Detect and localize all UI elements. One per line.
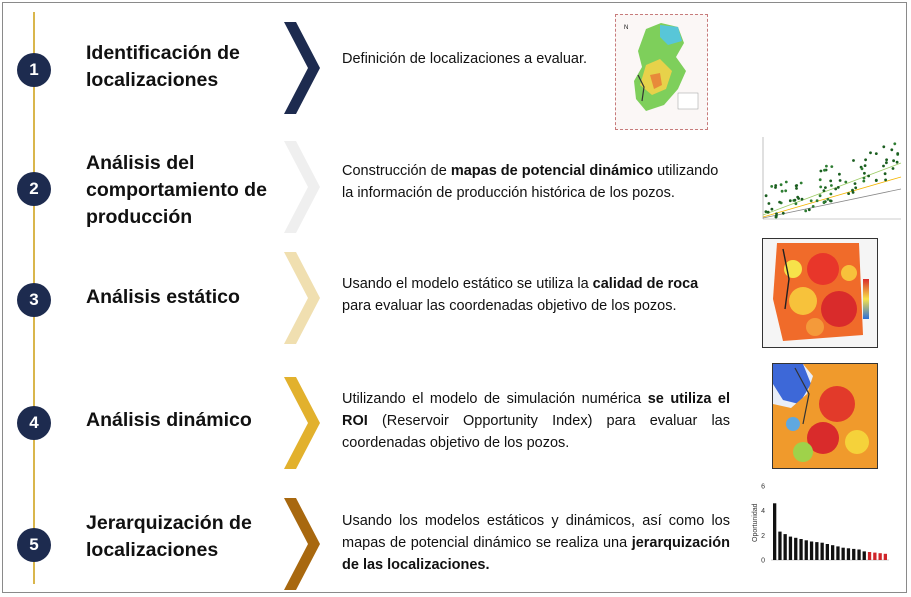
scatter-point: [795, 202, 798, 205]
ranking-bar: [852, 549, 855, 560]
scatter-point: [839, 179, 842, 182]
scatter-point: [819, 186, 822, 189]
step-description: [342, 510, 730, 576]
description-text: (Reservoir Opportunity Index) para evaluar las coordenadas objetivo de los pozos.: [342, 413, 730, 451]
scatter-point: [827, 198, 830, 201]
scatter-point: [794, 199, 797, 202]
scatter-point: [882, 145, 885, 148]
scatter-point: [864, 158, 867, 161]
ranking-bar: [857, 550, 860, 561]
scatter-point: [896, 152, 899, 155]
ranking-bar: [794, 538, 797, 560]
scatter-point: [775, 212, 778, 215]
description-emphasis: mapas de potencial dinámico: [450, 163, 654, 179]
scatter-point: [778, 201, 781, 204]
scatter-point: [812, 205, 815, 208]
heatmap-thumbnail: [762, 238, 878, 348]
y-tick-label: 0: [761, 557, 765, 565]
ranking-bar: [842, 548, 845, 560]
ranking-bar: [789, 537, 792, 560]
scatter-point: [884, 172, 887, 175]
step-title: Análisis dinámico: [86, 409, 252, 431]
scatter-point: [819, 194, 822, 197]
ranking-bar: [799, 539, 802, 560]
scatter-thumbnail: [745, 133, 905, 231]
scatter-point: [861, 167, 864, 170]
scatter-point: [890, 148, 893, 151]
y-axis-label: Oportunidad: [752, 503, 759, 542]
scatter-point: [884, 179, 887, 182]
scatter-point: [885, 158, 888, 161]
ranking-bar: [784, 534, 787, 560]
scatter-point: [830, 184, 833, 187]
step-description: [342, 160, 730, 204]
description-emphasis: calidad de roca: [592, 276, 699, 292]
chevron-right-icon: [280, 377, 320, 469]
ranking-bar: [847, 548, 850, 560]
scatter-point: [797, 197, 800, 200]
roi-map-thumbnail: [772, 363, 878, 469]
scatter-point: [863, 177, 866, 180]
scatter-point: [795, 187, 798, 190]
scatter-point: [892, 159, 895, 162]
y-tick-label: 4: [761, 508, 765, 516]
scatter-point: [795, 184, 798, 187]
ranking-bar: [805, 540, 808, 560]
scatter-point: [893, 142, 896, 145]
scatter-point: [869, 151, 872, 154]
ranking-bar: [821, 543, 824, 560]
step-number-badge: 5: [17, 528, 51, 562]
scatter-point: [810, 199, 813, 202]
scatter-point: [771, 208, 774, 211]
step-number-badge: 1: [17, 53, 51, 87]
y-tick-label: 6: [761, 483, 765, 491]
scatter-point: [829, 180, 832, 183]
ranking-bar: [826, 544, 829, 560]
ranking-bar: [884, 554, 887, 560]
scatter-point: [789, 199, 792, 202]
scatter-point: [844, 181, 847, 184]
ranking-bar: [810, 542, 813, 561]
scatter-point: [854, 186, 857, 189]
scatter-point: [781, 190, 784, 193]
scatter-point: [829, 199, 832, 202]
ranking-bar: [868, 552, 871, 560]
scatter-point: [816, 199, 819, 202]
scatter-point: [820, 170, 823, 173]
ranking-bar: [873, 553, 876, 560]
scatter-point: [830, 193, 833, 196]
y-tick-label: 2: [761, 532, 765, 540]
description-text: Construcción de: [342, 163, 451, 179]
scatter-point: [823, 201, 826, 204]
map-thumbnail: [615, 14, 708, 130]
scatter-point: [875, 179, 878, 182]
scatter-point: [804, 210, 807, 213]
scatter-point: [825, 165, 828, 168]
description-text: utilizando la información de producción histórica de los pozos.: [342, 163, 719, 201]
ranking-bar: [778, 532, 781, 560]
scatter-point: [785, 181, 788, 184]
scatter-point: [830, 165, 833, 168]
chevron-right-icon: [280, 22, 320, 114]
step-title: Identificación de localizaciones: [86, 42, 240, 91]
scatter-point: [770, 185, 773, 188]
scatter-point: [824, 186, 827, 189]
step-description: [342, 273, 730, 317]
scatter-point: [823, 169, 826, 172]
scatter-point: [862, 180, 865, 183]
scatter-point: [837, 186, 840, 189]
scatter-point: [780, 183, 783, 186]
step-title: Análisis del comportamiento de producción: [86, 152, 267, 228]
scatter-point: [854, 182, 857, 185]
scatter-point: [834, 188, 837, 191]
scatter-point: [867, 175, 870, 178]
scatter-point: [765, 210, 768, 213]
description-emphasis: se utiliza el ROI: [342, 391, 730, 429]
scatter-point: [800, 182, 803, 185]
scatter-point: [782, 212, 785, 215]
ranking-bar: [879, 553, 882, 560]
step-number-badge: 4: [17, 406, 51, 440]
description-text: Usando el modelo estático se utiliza la: [342, 276, 593, 292]
chevron-right-icon: [280, 141, 320, 233]
ranking-bar: [815, 542, 818, 560]
scatter-point: [851, 189, 854, 192]
description-emphasis: jerarquización de las localizaciones.: [342, 535, 730, 573]
ranking-bar: [863, 551, 866, 560]
scatter-point: [768, 202, 771, 205]
step-number-badge: 3: [17, 283, 51, 317]
ranking-bar: [831, 545, 834, 560]
step-number-badge: 2: [17, 172, 51, 206]
scatter-point: [808, 208, 811, 211]
scatter-point: [852, 159, 855, 162]
scatter-point: [896, 161, 899, 164]
step-description: [342, 388, 730, 454]
chevron-right-icon: [280, 498, 320, 590]
ranking-bar: [836, 546, 839, 560]
scatter-point: [765, 194, 768, 197]
scatter-point: [823, 189, 826, 192]
scatter-point: [892, 167, 895, 170]
scatter-point: [863, 172, 866, 175]
svg-text:N: N: [624, 25, 629, 31]
ranking-bar: [773, 503, 776, 560]
scatter-point: [838, 173, 841, 176]
scatter-point: [875, 152, 878, 155]
chevron-right-icon: [280, 252, 320, 344]
description-text: para evaluar las coordenadas objetivo de los pozos.: [342, 298, 677, 314]
scatter-point: [784, 189, 787, 192]
ranking-bar-thumbnail: [745, 478, 891, 566]
step-title: Análisis estático: [86, 286, 240, 308]
description-text: Definición de localizaciones a evaluar.: [342, 51, 588, 67]
step-title: Jerarquización de localizaciones: [86, 512, 252, 561]
description-text: Utilizando el modelo de simulación numérica: [342, 391, 648, 407]
scatter-point: [885, 161, 888, 164]
scatter-point: [864, 164, 867, 167]
scatter-point: [801, 198, 804, 201]
scatter-point: [819, 178, 822, 181]
scatter-point: [847, 192, 850, 195]
description-text: Usando los modelos estáticos y dinámicos, así como los mapas de potencial dinámico se realiza una: [342, 513, 730, 551]
scatter-point: [774, 184, 777, 187]
scatter-point: [882, 165, 885, 168]
